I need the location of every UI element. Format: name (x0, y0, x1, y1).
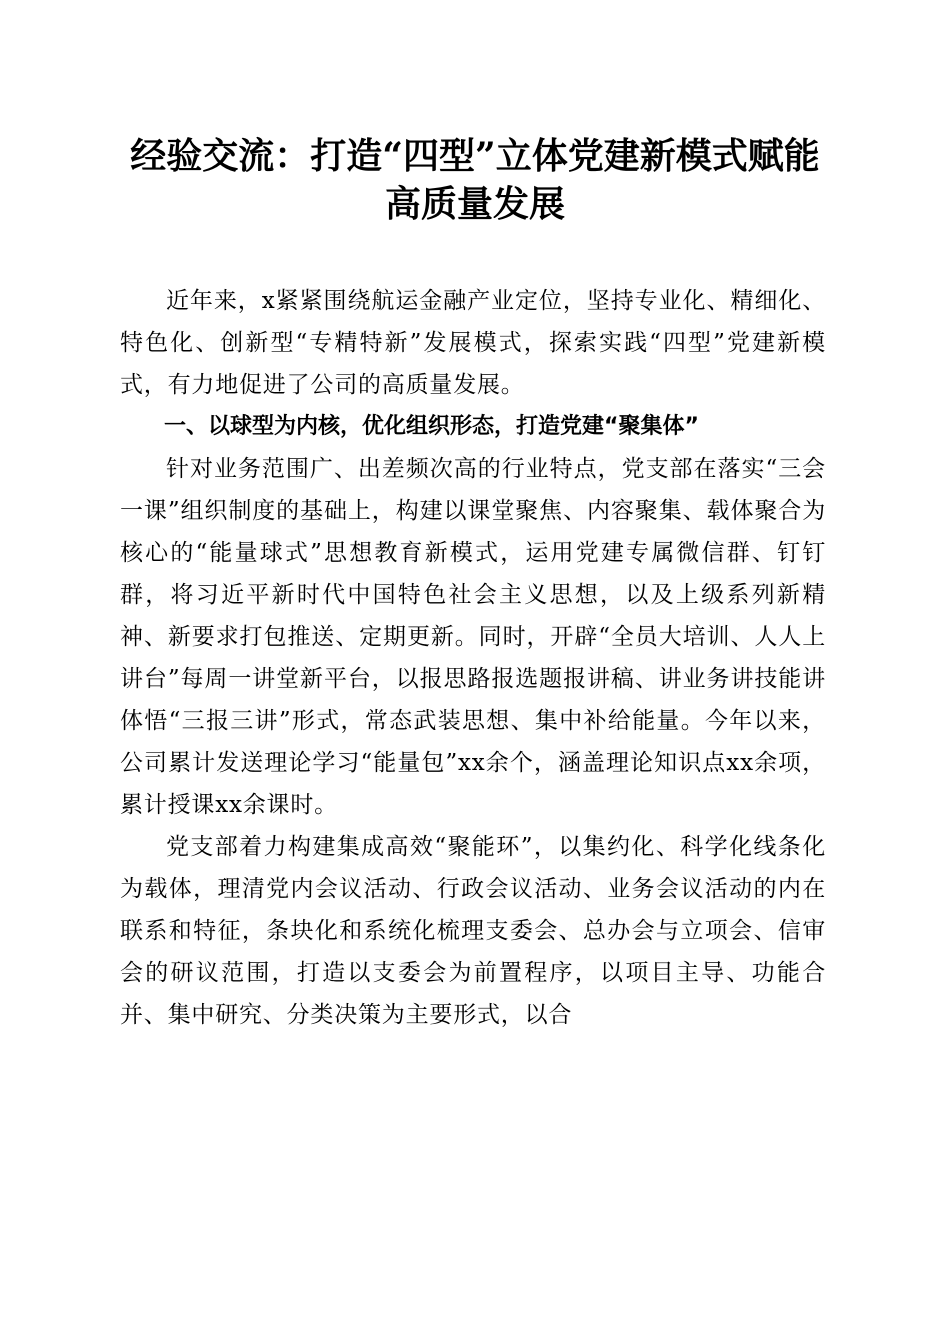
title-line-1: 经验交流：打造“四型”立体党建新模式赋能 (130, 135, 820, 177)
body-paragraph: 党支部着力构建集成高效“聚能环”，以集约化、科学化线条化为载体，理清党内会议活动、行政会议活动、业务会议活动的内在联系和特征，条块化和系统化梳理支委会、总办会与立项会、信审会的研议范围，打造以支委会为前置程序，以项目主导、功能合并、集中研究、分类决策为主要形式，以合 (120, 834, 826, 1028)
document-body (120, 280, 826, 1036)
intro-paragraph: 近年来，x紧紧围绕航运金融产业定位，坚持专业化、精细化、特色化、创新型“专精特新”发展模式，探索实践“四型”党建新模式，有力地促进了公司的高质量发展。 (120, 288, 826, 398)
title-line-2: 高质量发展 (384, 183, 565, 225)
section-heading: 一、以球型为内核，优化组织形态，打造党建“聚集体” (164, 414, 699, 439)
body-paragraph: 针对业务范围广、出差频次高的行业特点，党支部在落实“三会一课”组织制度的基础上，构建以课堂聚焦、内容聚集、载体聚合为核心的“能量球式”思想教育新模式，运用党建专属微信群、钉钉群，将习近平新时代中国特色社会主义思想，以及上级系列新精神、新要求打包推送、定期更新。同时，开辟“全员大培训、人人上讲台”每周一讲堂新平台，以报思路报选题报讲稿、讲业务讲技能讲体悟“三报三讲”形式，常态武装思想、集中补给能量。今年以来，公司累计发送理论学习“能量包”xx余个，涵盖理论知识点xx余项，累计授课xx余课时。 (120, 456, 826, 818)
page-title (100, 132, 850, 228)
